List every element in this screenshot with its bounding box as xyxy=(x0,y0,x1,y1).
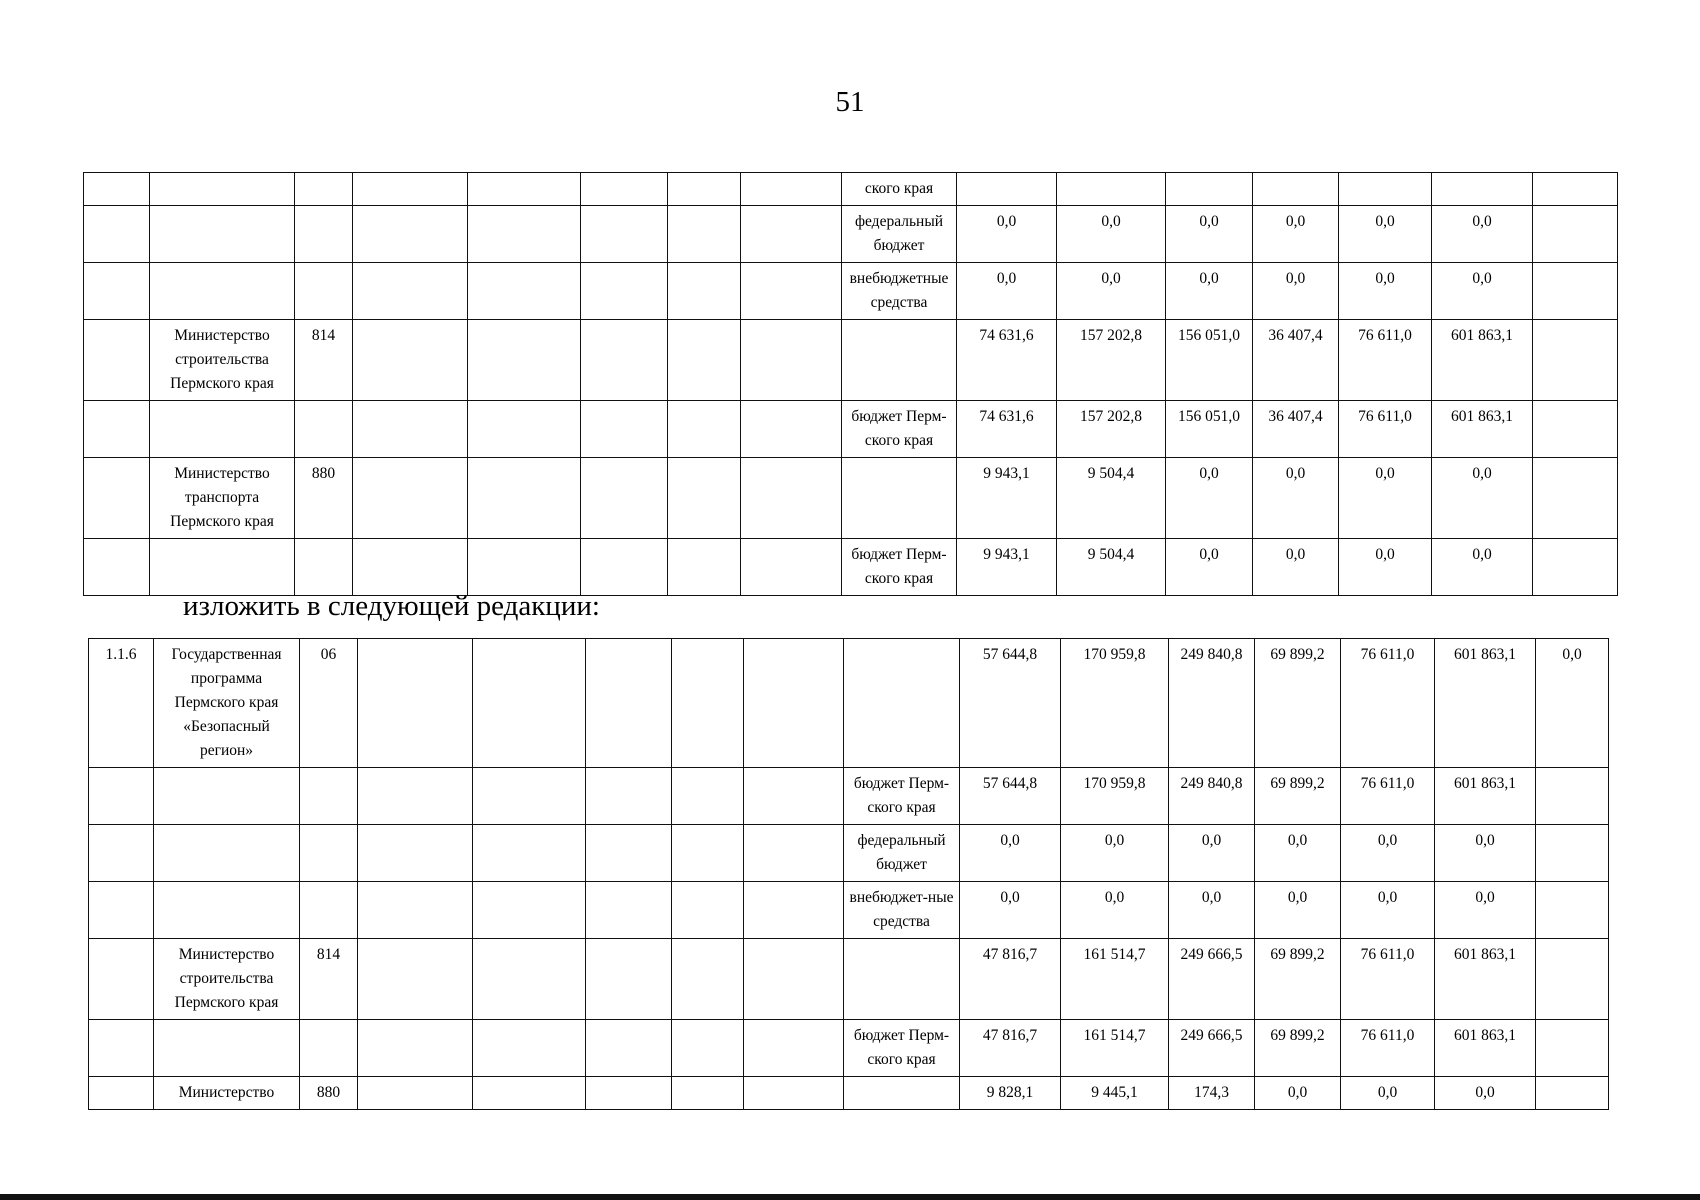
table-cell: 0,0 xyxy=(1432,206,1533,263)
table-cell xyxy=(84,263,150,320)
table-cell: 601 863,1 xyxy=(1435,639,1536,768)
table-cell xyxy=(150,263,295,320)
table-cell: 0,0 xyxy=(1341,882,1435,939)
table-cell xyxy=(353,263,468,320)
table-cell: 174,3 xyxy=(1169,1077,1255,1110)
table-cell xyxy=(468,320,581,401)
table-cell: 0,0 xyxy=(1432,458,1533,539)
page-bottom-edge xyxy=(0,1194,1700,1200)
table-cell: 0,0 xyxy=(1432,263,1533,320)
table-cell xyxy=(1166,173,1253,206)
table-cell: 0,0 xyxy=(1339,206,1432,263)
table-cell xyxy=(844,939,960,1020)
table-cell xyxy=(353,458,468,539)
budget-table-old xyxy=(83,172,1618,596)
table-cell: 157 202,8 xyxy=(1057,401,1166,458)
table-cell: 0,0 xyxy=(1255,882,1341,939)
table-cell xyxy=(1533,401,1618,458)
table-cell xyxy=(295,263,353,320)
table-cell xyxy=(468,206,581,263)
table-cell: 249 666,5 xyxy=(1169,1020,1255,1077)
table-cell xyxy=(1533,206,1618,263)
table-cell xyxy=(84,206,150,263)
table-cell: 161 514,7 xyxy=(1061,1020,1169,1077)
table-cell xyxy=(1536,1020,1609,1077)
table-cell xyxy=(468,401,581,458)
table-cell xyxy=(295,401,353,458)
table-cell xyxy=(672,639,744,768)
table-cell xyxy=(473,1020,586,1077)
table-cell xyxy=(586,768,672,825)
table-cell: 249 840,8 xyxy=(1169,639,1255,768)
table-cell xyxy=(581,320,668,401)
table-cell xyxy=(741,263,842,320)
table-cell xyxy=(358,939,473,1020)
table-row xyxy=(89,768,1609,825)
table-cell: федеральный бюджет xyxy=(842,206,957,263)
table-cell: 249 666,5 xyxy=(1169,939,1255,1020)
table-cell xyxy=(295,173,353,206)
table-cell: 69 899,2 xyxy=(1255,639,1341,768)
table-cell: 156 051,0 xyxy=(1166,320,1253,401)
table-row xyxy=(84,539,1618,596)
table-cell: внебюджет-ные средства xyxy=(844,882,960,939)
table-cell: 9 504,4 xyxy=(1057,539,1166,596)
table-cell: 0,0 xyxy=(957,263,1057,320)
table-cell xyxy=(1533,320,1618,401)
table-cell xyxy=(473,639,586,768)
table-cell xyxy=(295,206,353,263)
table-cell: 76 611,0 xyxy=(1341,1020,1435,1077)
table-cell xyxy=(473,768,586,825)
table-cell: 69 899,2 xyxy=(1255,1020,1341,1077)
table-cell xyxy=(672,1077,744,1110)
table-cell xyxy=(295,539,353,596)
table-cell xyxy=(668,263,741,320)
table-cell xyxy=(842,320,957,401)
table-cell: 1.1.6 xyxy=(89,639,154,768)
table-cell xyxy=(744,639,844,768)
table-cell: 0,0 xyxy=(1536,639,1609,768)
table-cell xyxy=(744,1020,844,1077)
table-cell xyxy=(741,401,842,458)
table-cell xyxy=(84,539,150,596)
table-cell: 0,0 xyxy=(1339,458,1432,539)
table-cell: 0,0 xyxy=(1432,539,1533,596)
table-cell: 76 611,0 xyxy=(1341,768,1435,825)
table-cell xyxy=(844,639,960,768)
table-cell: бюджет Перм-ского края xyxy=(842,539,957,596)
table-cell: 76 611,0 xyxy=(1341,639,1435,768)
table-cell xyxy=(957,173,1057,206)
table-cell: 9 943,1 xyxy=(957,458,1057,539)
table-cell: 9 828,1 xyxy=(960,1077,1061,1110)
table-cell: 0,0 xyxy=(1255,1077,1341,1110)
table-cell xyxy=(842,458,957,539)
table-cell xyxy=(672,1020,744,1077)
table-cell xyxy=(741,206,842,263)
transition-phrase: изложить в следующей редакции: xyxy=(183,590,600,622)
table-cell: 249 840,8 xyxy=(1169,768,1255,825)
table-cell xyxy=(89,882,154,939)
table-row xyxy=(84,263,1618,320)
table-cell: 156 051,0 xyxy=(1166,401,1253,458)
table-cell xyxy=(154,768,300,825)
table-cell: 74 631,6 xyxy=(957,320,1057,401)
table-cell: 601 863,1 xyxy=(1432,401,1533,458)
table-cell xyxy=(353,539,468,596)
table-cell: 0,0 xyxy=(1057,206,1166,263)
table-cell xyxy=(300,825,358,882)
table-cell xyxy=(300,768,358,825)
table-cell: 601 863,1 xyxy=(1435,939,1536,1020)
table-cell: 0,0 xyxy=(1435,882,1536,939)
table-cell xyxy=(586,882,672,939)
table-cell: ского края xyxy=(842,173,957,206)
table-cell: 76 611,0 xyxy=(1339,401,1432,458)
table-cell xyxy=(1533,263,1618,320)
table-row xyxy=(84,320,1618,401)
table-cell xyxy=(744,768,844,825)
table-cell xyxy=(1057,173,1166,206)
table-cell xyxy=(84,401,150,458)
table-cell xyxy=(1339,173,1432,206)
table-cell: 0,0 xyxy=(1253,539,1339,596)
table-cell: 0,0 xyxy=(960,882,1061,939)
table-cell: бюджет Перм-ского края xyxy=(844,1020,960,1077)
table-cell xyxy=(672,882,744,939)
table-cell xyxy=(1536,825,1609,882)
table-cell xyxy=(586,939,672,1020)
table-cell: 36 407,4 xyxy=(1253,320,1339,401)
table-cell xyxy=(741,539,842,596)
table-cell xyxy=(468,173,581,206)
table-cell xyxy=(668,458,741,539)
table-cell: 0,0 xyxy=(1166,263,1253,320)
table-cell xyxy=(1536,1077,1609,1110)
table-cell: 157 202,8 xyxy=(1057,320,1166,401)
table-cell xyxy=(89,1077,154,1110)
table-cell xyxy=(744,939,844,1020)
table-cell xyxy=(473,882,586,939)
table-cell xyxy=(473,825,586,882)
table-cell xyxy=(358,1077,473,1110)
table-cell: бюджет Перм-ского края xyxy=(842,401,957,458)
table-cell xyxy=(358,768,473,825)
table-cell: Министерство транспорта Пермского края xyxy=(150,458,295,539)
table-row xyxy=(84,458,1618,539)
table-cell: 0,0 xyxy=(1341,825,1435,882)
table-row xyxy=(89,1077,1609,1110)
table-cell xyxy=(668,173,741,206)
table-row xyxy=(89,882,1609,939)
table-cell xyxy=(668,206,741,263)
table-cell xyxy=(581,539,668,596)
table-cell xyxy=(154,1020,300,1077)
table-cell: 814 xyxy=(295,320,353,401)
table-cell xyxy=(744,882,844,939)
table-cell xyxy=(1432,173,1533,206)
table-cell: 69 899,2 xyxy=(1255,939,1341,1020)
table-cell xyxy=(468,458,581,539)
table-cell: 0,0 xyxy=(1341,1077,1435,1110)
table-cell xyxy=(741,320,842,401)
table-cell xyxy=(89,825,154,882)
table-cell: 06 xyxy=(300,639,358,768)
table-cell xyxy=(744,825,844,882)
table-cell: 57 644,8 xyxy=(960,639,1061,768)
table-cell xyxy=(668,539,741,596)
table-cell xyxy=(581,173,668,206)
table-cell: 76 611,0 xyxy=(1339,320,1432,401)
table-row xyxy=(89,825,1609,882)
table-cell: 0,0 xyxy=(1061,882,1169,939)
table-cell xyxy=(1536,939,1609,1020)
table-cell: 0,0 xyxy=(1253,458,1339,539)
table-cell xyxy=(84,320,150,401)
table-cell: 601 863,1 xyxy=(1435,1020,1536,1077)
table-cell: 0,0 xyxy=(1339,539,1432,596)
table-cell xyxy=(741,458,842,539)
table-cell xyxy=(668,320,741,401)
table-cell: 47 816,7 xyxy=(960,1020,1061,1077)
table-cell: 0,0 xyxy=(1255,825,1341,882)
table-cell xyxy=(300,1020,358,1077)
table-cell: 880 xyxy=(295,458,353,539)
table-cell: 0,0 xyxy=(957,206,1057,263)
table-cell xyxy=(668,401,741,458)
table-cell xyxy=(672,825,744,882)
table-cell xyxy=(581,401,668,458)
table-cell: 601 863,1 xyxy=(1435,768,1536,825)
table-row xyxy=(84,206,1618,263)
table-cell: 69 899,2 xyxy=(1255,768,1341,825)
table-cell: 0,0 xyxy=(1435,825,1536,882)
table-cell xyxy=(586,639,672,768)
table-cell: 9 943,1 xyxy=(957,539,1057,596)
table-cell xyxy=(89,768,154,825)
table-cell xyxy=(353,320,468,401)
table-cell: 601 863,1 xyxy=(1432,320,1533,401)
table-cell xyxy=(150,401,295,458)
table-cell: 0,0 xyxy=(1061,825,1169,882)
table-cell xyxy=(1536,768,1609,825)
table-cell xyxy=(468,539,581,596)
table-cell xyxy=(89,1020,154,1077)
table-cell xyxy=(353,173,468,206)
table-cell: 0,0 xyxy=(1253,263,1339,320)
table-cell xyxy=(353,401,468,458)
table-cell xyxy=(581,263,668,320)
table-cell: 170 959,8 xyxy=(1061,639,1169,768)
table-cell xyxy=(741,173,842,206)
table-cell: 76 611,0 xyxy=(1341,939,1435,1020)
table-cell xyxy=(672,768,744,825)
table-cell: 0,0 xyxy=(1435,1077,1536,1110)
table-cell: 0,0 xyxy=(1169,825,1255,882)
table-cell xyxy=(1253,173,1339,206)
table-cell xyxy=(1533,173,1618,206)
table-cell: 0,0 xyxy=(1166,206,1253,263)
table-cell xyxy=(358,882,473,939)
table-cell: 161 514,7 xyxy=(1061,939,1169,1020)
table-row xyxy=(89,939,1609,1020)
table-cell xyxy=(586,1020,672,1077)
table-cell xyxy=(744,1077,844,1110)
table-cell xyxy=(358,1020,473,1077)
table-cell: 880 xyxy=(300,1077,358,1110)
table-cell: 9 504,4 xyxy=(1057,458,1166,539)
table-cell xyxy=(586,1077,672,1110)
table-cell xyxy=(586,825,672,882)
table-cell: 9 445,1 xyxy=(1061,1077,1169,1110)
table-cell xyxy=(150,206,295,263)
table-row xyxy=(84,401,1618,458)
table-cell: 0,0 xyxy=(1339,263,1432,320)
table-cell xyxy=(358,825,473,882)
table-cell xyxy=(468,263,581,320)
table-cell xyxy=(358,639,473,768)
table-cell: Министерство строительства Пермского края xyxy=(154,939,300,1020)
table-cell: внебюджетные средства xyxy=(842,263,957,320)
table-cell xyxy=(1533,539,1618,596)
table-cell: 74 631,6 xyxy=(957,401,1057,458)
table-cell: 0,0 xyxy=(1169,882,1255,939)
table-cell: 36 407,4 xyxy=(1253,401,1339,458)
table-cell: 0,0 xyxy=(1166,458,1253,539)
table-cell xyxy=(150,539,295,596)
table-cell xyxy=(154,882,300,939)
table-row xyxy=(84,173,1618,206)
table-cell xyxy=(353,206,468,263)
table-cell: 0,0 xyxy=(1057,263,1166,320)
table-cell: Государственная программа Пермского края «Безопасный регион» xyxy=(154,639,300,768)
table-cell: бюджет Перм-ского края xyxy=(844,768,960,825)
table-cell: Министерство xyxy=(154,1077,300,1110)
page-number: 51 xyxy=(835,86,865,118)
table-cell: 0,0 xyxy=(1166,539,1253,596)
table-cell: 814 xyxy=(300,939,358,1020)
table-cell: Министерство строительства Пермского края xyxy=(150,320,295,401)
table-cell xyxy=(581,458,668,539)
table-cell xyxy=(1536,882,1609,939)
table-cell: 47 816,7 xyxy=(960,939,1061,1020)
table-cell xyxy=(84,173,150,206)
table-cell xyxy=(672,939,744,1020)
table-cell xyxy=(473,939,586,1020)
table-cell: федеральный бюджет xyxy=(844,825,960,882)
table-cell: 0,0 xyxy=(960,825,1061,882)
table-cell xyxy=(473,1077,586,1110)
table-cell xyxy=(1533,458,1618,539)
table-cell xyxy=(154,825,300,882)
table-cell xyxy=(89,939,154,1020)
table-cell xyxy=(844,1077,960,1110)
table-cell xyxy=(150,173,295,206)
table-cell xyxy=(581,206,668,263)
table-cell xyxy=(300,882,358,939)
table-row xyxy=(89,639,1609,768)
table-row xyxy=(89,1020,1609,1077)
table-cell: 170 959,8 xyxy=(1061,768,1169,825)
table-cell: 0,0 xyxy=(1253,206,1339,263)
table-cell: 57 644,8 xyxy=(960,768,1061,825)
table-cell xyxy=(84,458,150,539)
budget-table-new xyxy=(88,638,1609,1110)
